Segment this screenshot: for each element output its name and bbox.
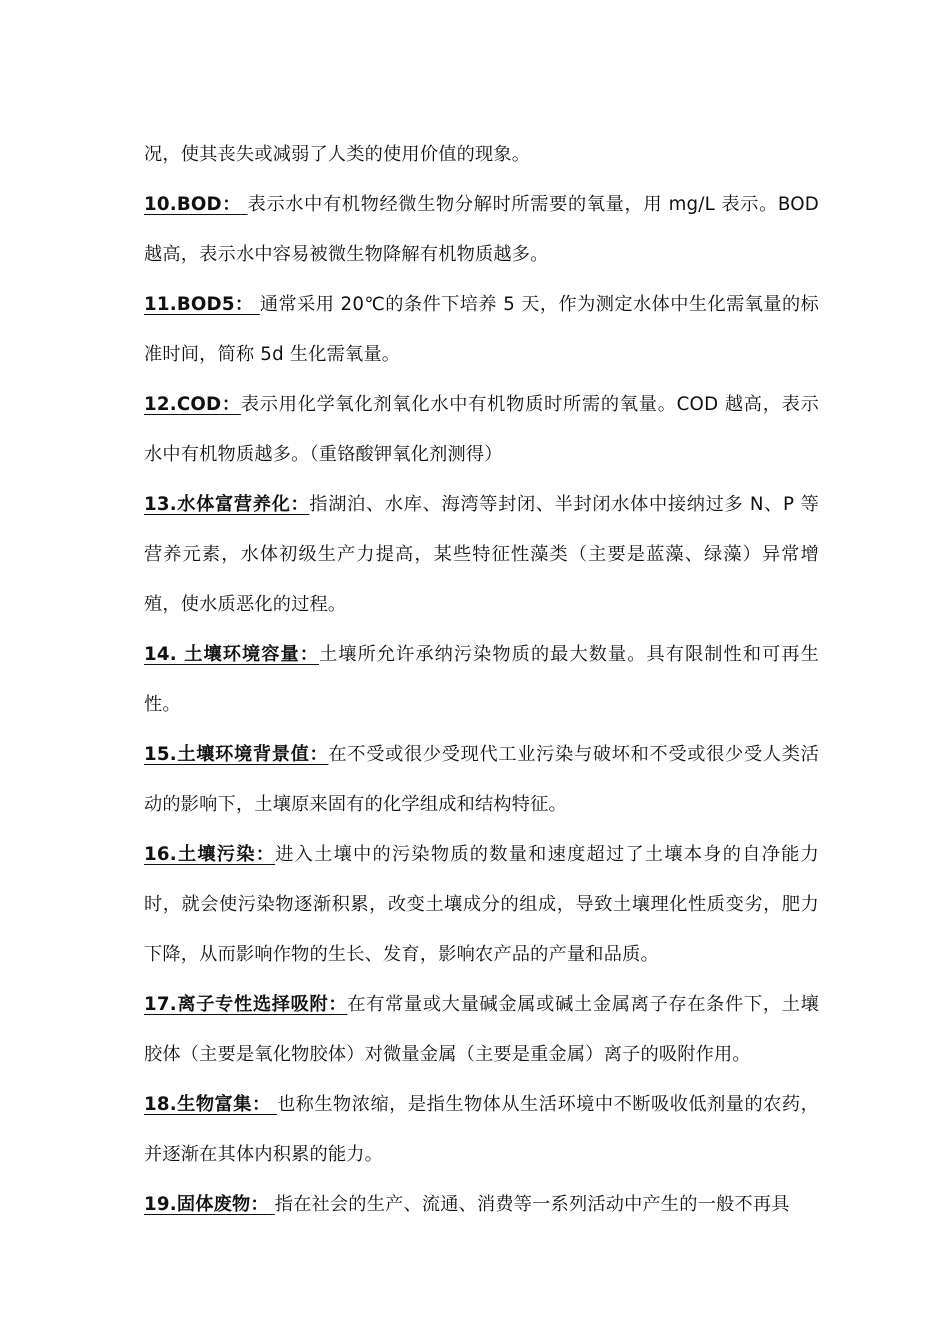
- definition-text: 指湖泊、水库、海湾等封闭、半封闭水体中接纳过多 N、P 等营养元素，水体初级生产力提高，某些特征性藻类（主要是蓝藻、绿藻）异常增殖，使水质恶化的过程。: [144, 494, 819, 615]
- definition-bod5: [144, 280, 819, 380]
- definition-text: 通常采用 20℃的条件下培养 5 天，作为测定水体中生化需氧量的标准时间，简称 5d 生化需氧量。: [144, 294, 820, 365]
- definition-soil-pollution: [144, 830, 819, 980]
- definition-eutrophication: [144, 480, 819, 630]
- definition-text: 进入土壤中的污染物质的数量和速度超过了土壤本身的自净能力时，就会使污染物逐渐积累，改变土壤成分的组成，导致土壤理化性质变劣，肥力下降，从而影响作物的生长、发育，影响农产品的产量和品质。: [144, 844, 819, 965]
- definition-text: 在有常量或大量碱金属或碱土金属离子存在条件下，土壤胶体（主要是氧化物胶体）对微量金属（主要是重金属）离子的吸附作用。: [144, 994, 819, 1065]
- definition-term: 19.固体废物：: [144, 1194, 269, 1215]
- definition-term: 11.BOD5：: [144, 294, 254, 315]
- definition-text: 指在社会的生产、流通、消费等一系列活动中产生的一般不再具: [274, 1194, 790, 1215]
- definition-text: 表示用化学氧化剂氧化水中有机物质时所需的氧量。COD 越高，表示水中有机物质越多。（重铬酸钾氧化剂测得）: [144, 394, 820, 465]
- definition-soil-background: [144, 730, 819, 830]
- definition-term: 17.离子专性选择吸附：: [144, 994, 348, 1015]
- document-body: [144, 130, 819, 1230]
- definition-solid-waste: [144, 1180, 819, 1230]
- definition-term: 14. 土壤环境容量：: [144, 644, 320, 665]
- definition-text: 在不受或很少受现代工业污染与破坏和不受或很少受人类活动的影响下，土壤原来固有的化学组成和结构特征。: [144, 744, 819, 815]
- definition-term: 15.土壤环境背景值：: [144, 744, 329, 765]
- definition-term: 18.生物富集：: [144, 1094, 271, 1115]
- paragraph-continuation: [144, 130, 819, 180]
- definition-soil-capacity: [144, 630, 819, 730]
- paragraph-text: 况，使其丧失或减弱了人类的使用价值的现象。: [144, 144, 531, 165]
- definition-term: 13.水体富营养化：: [144, 494, 310, 515]
- definition-term: 16.土壤污染：: [144, 844, 276, 865]
- definition-term: 10.BOD：: [144, 194, 242, 215]
- definition-text: 土壤所允许承纳污染物质的最大数量。具有限制性和可再生性。: [144, 644, 819, 715]
- definition-bod: [144, 180, 819, 280]
- definition-text: 表示水中有机物经微生物分解时所需要的氧量，用 mg/L 表示。BOD 越高，表示水中容易被微生物降解有机物质越多。: [144, 194, 820, 265]
- definition-bioaccumulation: [144, 1080, 819, 1180]
- definition-term: 12.COD：: [144, 394, 241, 415]
- definition-specific-adsorption: [144, 980, 819, 1080]
- definition-cod: [144, 380, 819, 480]
- definition-text: 也称生物浓缩，是指生物体从生活环境中不断吸收低剂量的农药，并逐渐在其体内积累的能力。: [144, 1094, 819, 1165]
